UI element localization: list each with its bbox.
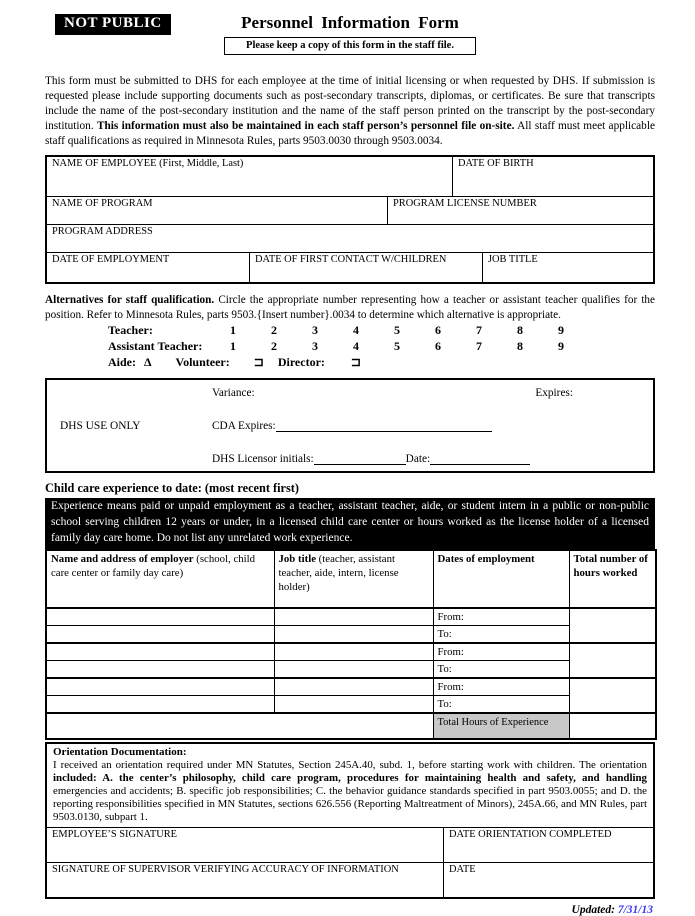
director-label: Director: <box>277 355 325 369</box>
teacher-option-7[interactable]: 7 <box>476 323 482 337</box>
experience-heading: Child care experience to date: (most recent first) <box>45 481 299 495</box>
aide-volunteer-director-row <box>45 354 655 371</box>
total-hours-row <box>46 713 656 739</box>
cda-expires-row <box>212 420 629 432</box>
assistant-option-9[interactable]: 9 <box>558 339 564 353</box>
job-title-field[interactable]: JOB TITLE <box>482 253 653 282</box>
orientation-p3: emergencies and accidents; B. specific job responsibilities; C. the behavior guidance standards specified in part 9503.0055; and D. the reporting responsibilities specified in MN Statutes, sections 626.556 (Reporting Maltreatment of Minors), 245A.66, and MN Rules, part 9503.0130, subpart 1. <box>53 785 647 823</box>
date-of-first-contact-field[interactable]: DATE OF FIRST CONTACT W/CHILDREN <box>249 253 482 282</box>
experience-table <box>45 549 657 740</box>
job-title-2-cell[interactable] <box>274 643 433 661</box>
assistant-option-1[interactable]: 1 <box>230 339 236 353</box>
to-label: To: <box>437 628 452 641</box>
director-checkbox-icon[interactable]: ⊐ <box>350 355 361 369</box>
assistant-option-4[interactable]: 4 <box>353 339 359 353</box>
total-hours-value-cell[interactable] <box>569 713 656 739</box>
aide-label: Aide: <box>108 355 136 369</box>
job-title-1-cell[interactable] <box>274 608 433 626</box>
col-header-job-title-bold: Job title <box>278 553 316 566</box>
info-row-3 <box>47 224 653 252</box>
teacher-label: Teacher: <box>108 323 153 337</box>
total-row-spacer <box>46 713 433 739</box>
assistant-teacher-options-row <box>45 338 655 354</box>
hours-2-cell[interactable] <box>569 643 656 678</box>
updated-date-link[interactable]: 7/31/13 <box>617 903 653 916</box>
alternatives-section <box>45 293 655 371</box>
date-of-birth-field[interactable]: DATE OF BIRTH <box>452 157 653 196</box>
from-2-cell[interactable] <box>433 643 569 661</box>
experience-row-3-to <box>46 696 656 714</box>
employer-1-cell-b[interactable] <box>46 626 274 644</box>
col-header-job-title-normal: (teacher, assistant teacher, aide, intern, license holder) <box>278 553 399 594</box>
employer-3-cell-b[interactable] <box>46 696 274 714</box>
col-header-dates-bold: Dates of employment <box>437 553 535 566</box>
assistant-option-3[interactable]: 3 <box>312 339 318 353</box>
col-header-hours-bold: Total number of hours worked <box>573 553 648 580</box>
employer-2-cell[interactable] <box>46 643 274 661</box>
from-1-cell[interactable] <box>433 608 569 626</box>
info-row-4 <box>47 252 653 282</box>
to-1-cell[interactable] <box>433 626 569 644</box>
job-title-2-cell-b[interactable] <box>274 661 433 679</box>
col-header-employer-normal: (school, child care center or family day care) <box>51 553 256 580</box>
updated-label: Updated: <box>571 903 618 916</box>
volunteer-checkbox-icon[interactable]: ⊐ <box>253 355 264 369</box>
footer <box>45 904 655 916</box>
intro-part3: All staff must meet applicable staff qualifications as required in Minnesota Rules, parts 9503.0030 through 9503.0034. <box>45 120 655 147</box>
experience-definition: Experience means paid or unpaid employment as a teacher, assistant teacher, aide, or student intern in a public or non-public school serving children 12 years or under, in a licensed child care center or hours worked as the license holder of a licensed family day care home. Do not list any unrelated work experience. <box>45 498 655 549</box>
assistant-option-6[interactable]: 6 <box>435 339 441 353</box>
teacher-option-1[interactable]: 1 <box>230 323 236 337</box>
col-header-employer-bold: Name and address of employer <box>51 553 194 566</box>
col-header-hours <box>569 550 656 608</box>
teacher-option-8[interactable]: 8 <box>517 323 523 337</box>
employee-info-table <box>45 155 655 284</box>
teacher-option-4[interactable]: 4 <box>353 323 359 337</box>
assistant-teacher-label: Assistant Teacher: <box>108 339 203 353</box>
program-address-field[interactable]: PROGRAM ADDRESS <box>52 226 153 237</box>
teacher-option-3[interactable]: 3 <box>312 323 318 337</box>
experience-row-1-to <box>46 626 656 644</box>
experience-row-2-to <box>46 661 656 679</box>
variance-label: Variance: <box>212 386 255 399</box>
orientation-heading: Orientation Documentation: <box>53 746 187 759</box>
licensor-row <box>212 453 629 465</box>
assistant-option-7[interactable]: 7 <box>476 339 482 353</box>
licensor-date-label: Date: <box>405 452 431 465</box>
expires-label: Expires: <box>535 386 573 399</box>
intro-part1: This form must be submitted to DHS for each employee at the time of initial licensing or when requested by DHS. If submission is requested please include supporting documents such as post-secondary transcripts, diplomas, or certificates. Be sure that transcripts include the name of the post-secondary institution and the name of the staff person printed on the transcript by the post-secondary institution. <box>45 75 655 132</box>
alternatives-lead: Alternatives for staff qualification. <box>45 294 215 306</box>
job-title-1-cell-b[interactable] <box>274 626 433 644</box>
employee-signature-row <box>47 827 653 862</box>
orientation-p2-bold: included: A. the center’s philosophy, child care program, procedures for maintaining health and safety, and handling <box>53 772 647 785</box>
licensor-date-input[interactable] <box>430 453 530 465</box>
assistant-option-5[interactable]: 5 <box>394 339 400 353</box>
orientation-text <box>47 744 653 826</box>
to-label: To: <box>437 698 452 711</box>
volunteer-label: Volunteer: <box>175 355 230 369</box>
from-3-cell[interactable] <box>433 678 569 696</box>
hours-1-cell[interactable] <box>569 608 656 643</box>
job-title-3-cell[interactable] <box>274 678 433 696</box>
teacher-option-2[interactable]: 2 <box>271 323 277 337</box>
to-label: To: <box>437 663 452 676</box>
not-public-stamp: NOT PUBLIC <box>55 14 171 35</box>
variance-row <box>212 387 629 399</box>
to-3-cell[interactable] <box>433 696 569 714</box>
to-2-cell[interactable] <box>433 661 569 679</box>
dhs-use-only-box <box>45 378 655 473</box>
teacher-option-5[interactable]: 5 <box>394 323 400 337</box>
licensor-initials-label: DHS Licensor initials: <box>212 452 314 465</box>
form-content <box>45 12 655 916</box>
dhs-fields <box>212 387 653 465</box>
supervisor-signature-field[interactable]: SIGNATURE OF SUPERVISOR VERIFYING ACCURACY OF INFORMATION <box>47 863 444 897</box>
name-of-program-field[interactable]: NAME OF PROGRAM <box>52 198 153 209</box>
job-title-3-cell-b[interactable] <box>274 696 433 714</box>
teacher-options-row <box>45 322 655 338</box>
experience-header-row <box>46 550 656 608</box>
info-row-2 <box>47 196 653 224</box>
employee-signature-field[interactable]: EMPLOYEE’S SIGNATURE <box>47 828 444 862</box>
teacher-option-6[interactable]: 6 <box>435 323 441 337</box>
from-label: From: <box>437 611 464 624</box>
orientation-box <box>45 742 655 898</box>
employer-3-cell[interactable] <box>46 678 274 696</box>
intro-part2-bold: This information must also be maintained in each staff person’s personnel file on-site. <box>96 120 515 132</box>
experience-row-1-from <box>46 608 656 626</box>
teacher-option-9[interactable]: 9 <box>558 323 564 337</box>
date-of-employment-field[interactable]: DATE OF EMPLOYMENT <box>52 254 170 265</box>
keep-copy-notice: Please keep a copy of this form in the staff file. <box>224 37 476 55</box>
assistant-option-2[interactable]: 2 <box>271 339 277 353</box>
page-title: Personnel Information Form <box>241 13 459 32</box>
total-hours-label: Total Hours of Experience <box>433 713 569 739</box>
employer-1-cell[interactable] <box>46 608 274 626</box>
dhs-use-only-label: DHS USE ONLY <box>60 419 141 432</box>
supervisor-date-field[interactable]: DATE <box>449 863 476 875</box>
experience-row-2-from <box>46 643 656 661</box>
experience-row-3-from <box>46 678 656 696</box>
employer-2-cell-b[interactable] <box>46 661 274 679</box>
supervisor-signature-row <box>47 862 653 897</box>
licensor-initials-input[interactable] <box>314 453 406 465</box>
intro-paragraph <box>45 74 655 149</box>
name-of-employee-field[interactable]: NAME OF EMPLOYEE (First, Middle, Last) <box>52 158 244 169</box>
program-license-number-field[interactable]: PROGRAM LICENSE NUMBER <box>387 197 653 224</box>
col-header-dates <box>433 550 569 608</box>
alternatives-instructions: Circle the appropriate number representing how a teacher or assistant teacher qualifies for the position. Refer to Minnesota Rules, parts 9503.{Insert number}.0034 to determine which alternative is appropriate. <box>45 294 655 321</box>
assistant-option-8[interactable]: 8 <box>517 339 523 353</box>
cda-expires-input[interactable] <box>276 420 492 432</box>
orientation-p1: I received an orientation required under MN Statutes, Section 245A.40, subd. 1, before starting work with children. The orientation <box>53 759 647 772</box>
date-orientation-completed-field[interactable]: DATE ORIENTATION COMPLETED <box>449 828 612 840</box>
col-header-employer <box>46 550 274 608</box>
form-header <box>45 12 655 62</box>
from-label: From: <box>437 681 464 694</box>
cda-expires-label: CDA Expires: <box>212 419 276 432</box>
aide-checkbox-icon[interactable]: Δ <box>144 355 152 369</box>
info-row-1 <box>47 157 653 196</box>
hours-3-cell[interactable] <box>569 678 656 713</box>
from-label: From: <box>437 646 464 659</box>
col-header-job-title <box>274 550 433 608</box>
